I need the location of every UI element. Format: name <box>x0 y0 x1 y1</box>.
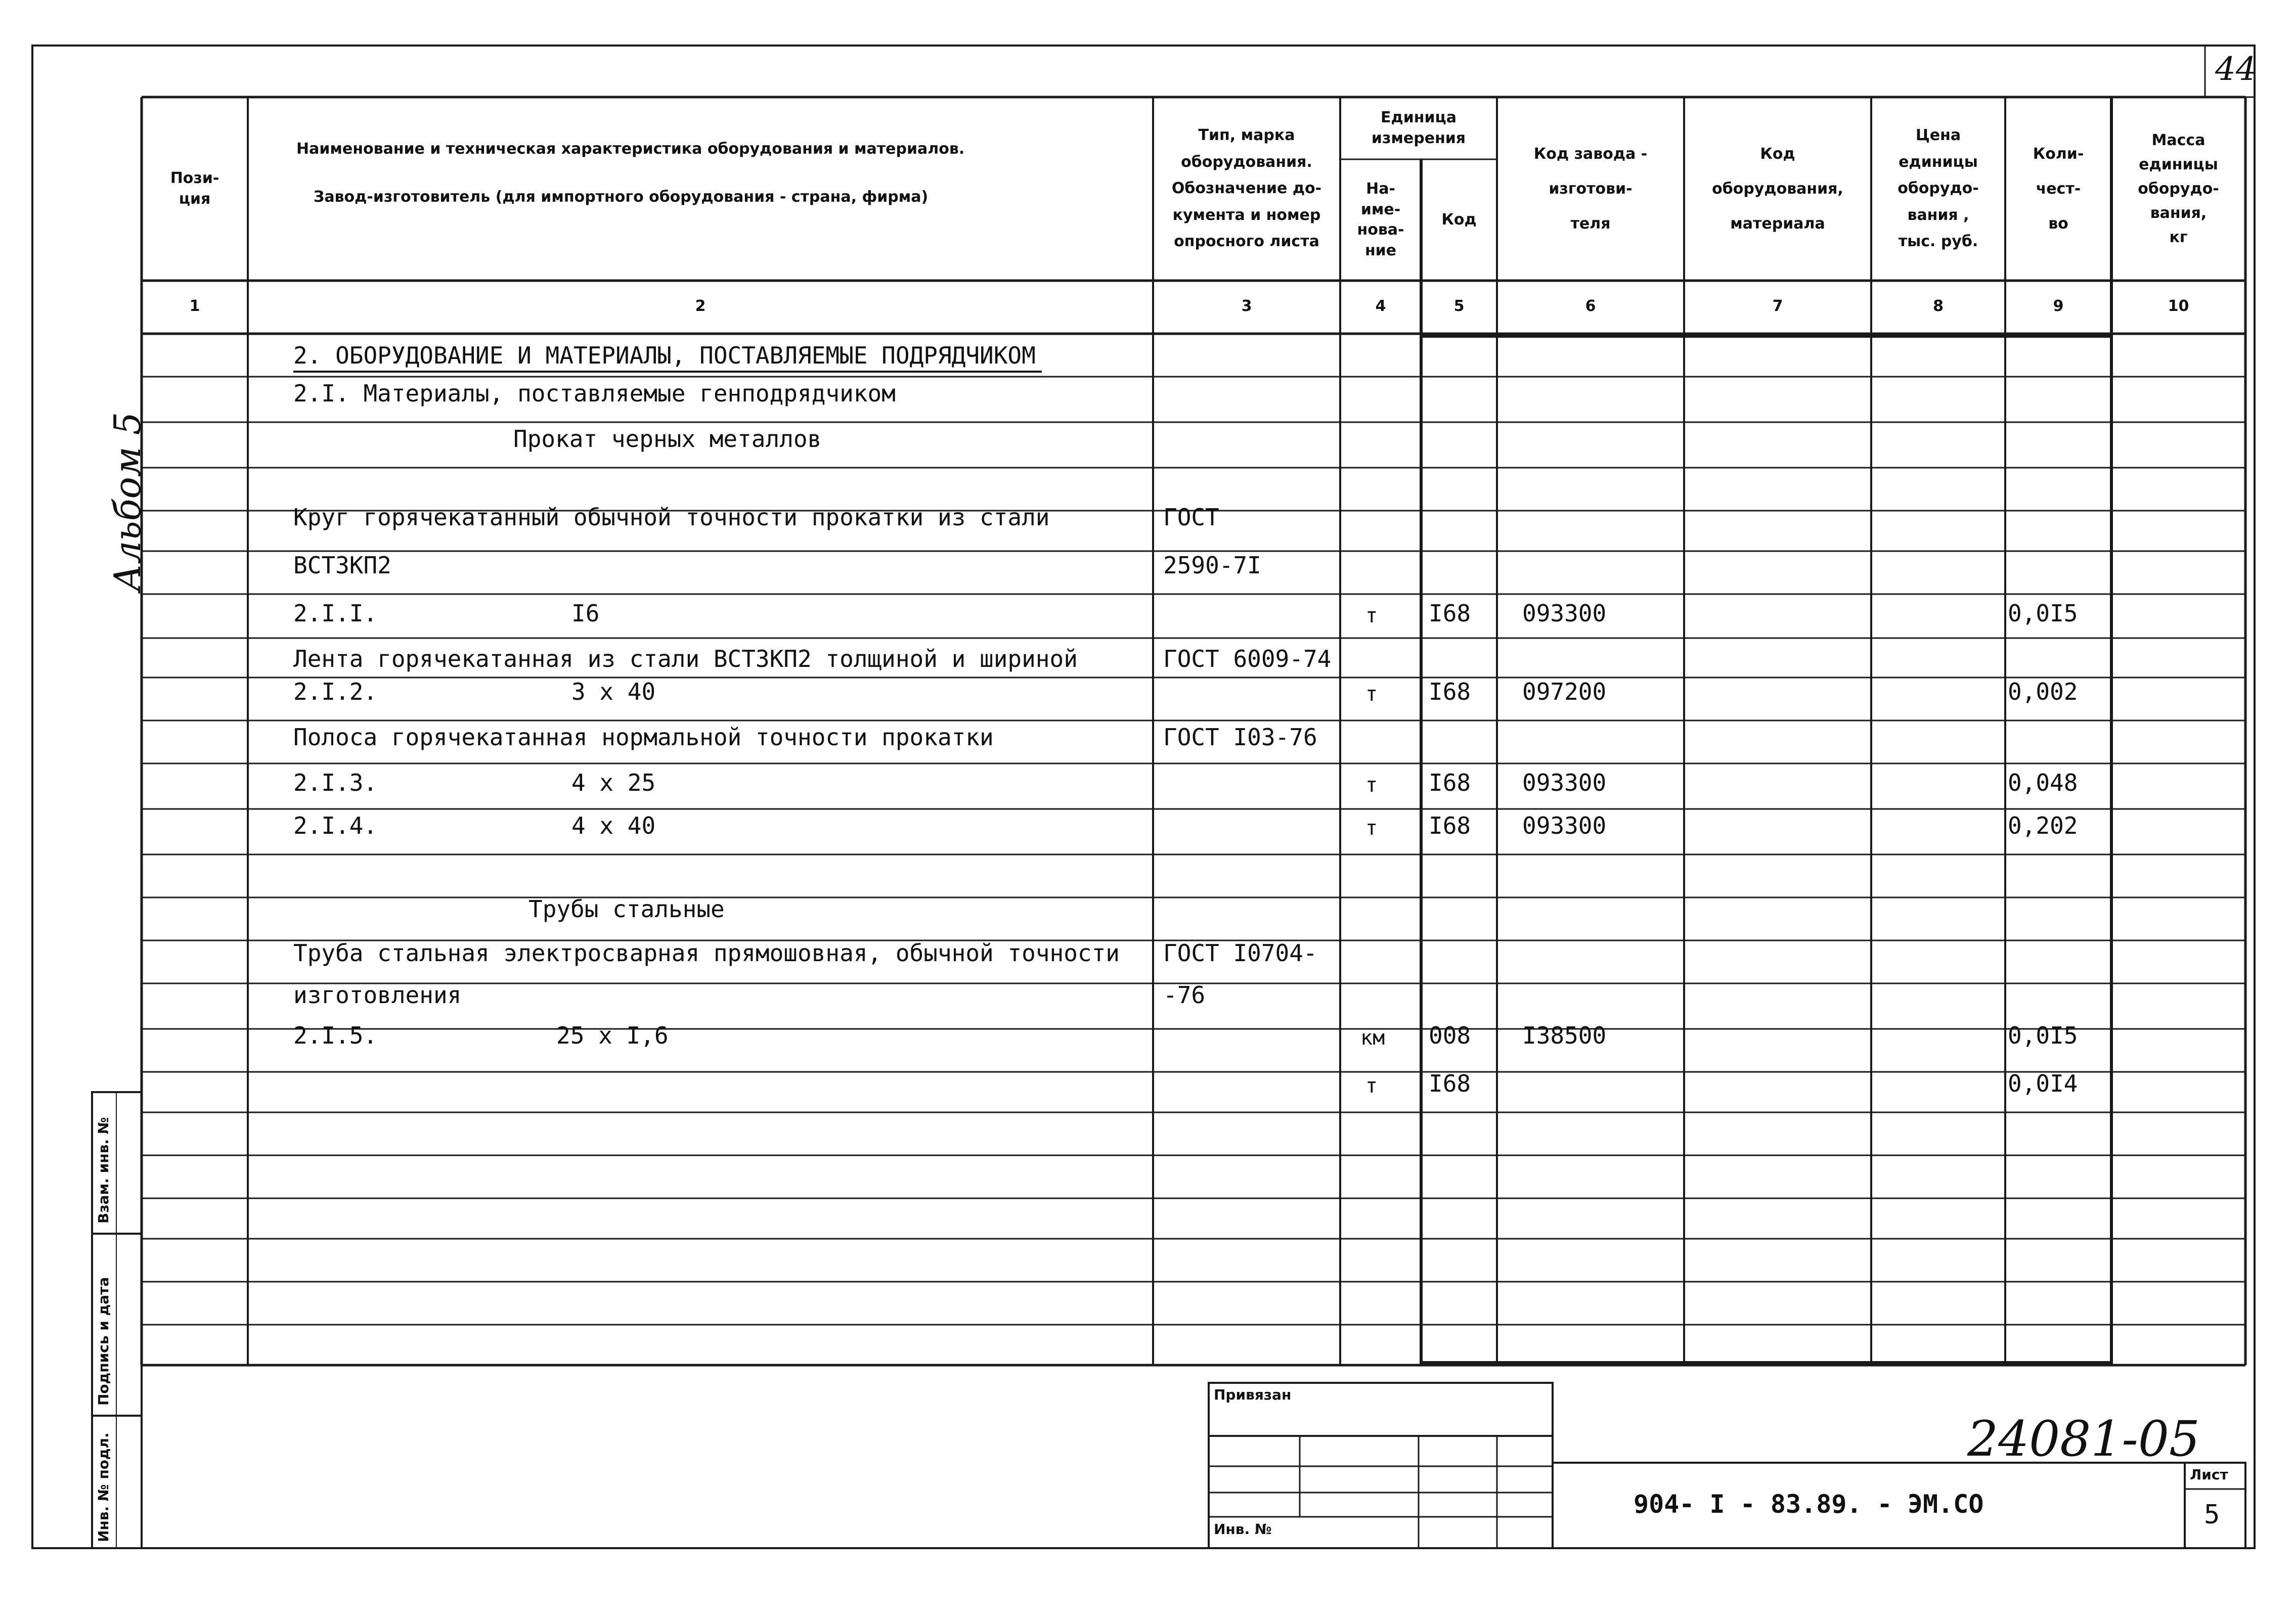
header-position: Пози- ция <box>170 169 219 208</box>
row-unit-name: т <box>1365 1074 1378 1098</box>
row-name: Труба стальная электросварная прямошовная, обычной точности <box>293 939 1120 967</box>
side-stamp-sign-date: Подпись и дата <box>95 1277 112 1406</box>
row-document: 2590-7I <box>1163 552 1261 579</box>
row-position: 2.I.I. <box>293 600 378 627</box>
row-unit-code: I68 <box>1429 812 1471 839</box>
row-name: ВСТ3КП2 <box>293 552 391 579</box>
header-material-code: Код оборудования, материала <box>1712 145 1843 233</box>
row-quantity: 0,0I5 <box>2008 1022 2078 1049</box>
title-inv-no-label: Инв. № <box>1214 1521 1272 1538</box>
side-stamp-inv-orig: Инв. № подл. <box>95 1432 112 1542</box>
row-name: Трубы стальные <box>528 895 725 923</box>
column-number: 5 <box>1453 297 1465 315</box>
row-position: 2.I.5. <box>293 1022 378 1049</box>
row-name: изготовления <box>293 981 462 1009</box>
column-number: 10 <box>2168 297 2189 315</box>
column-number: 3 <box>1241 297 1252 315</box>
header-unit-code: Код <box>1441 210 1477 229</box>
row-name: Круг горячекатанный обычной точности прокатки из стали <box>293 504 1050 531</box>
column-number: 6 <box>1585 297 1596 315</box>
row-name: Прокат черных металлов <box>513 425 822 453</box>
row-unit-code: I68 <box>1429 600 1471 627</box>
row-unit-code: I68 <box>1429 1070 1471 1097</box>
row-quantity: 0,202 <box>2008 812 2078 839</box>
row-size: 25 x I,6 <box>556 1022 669 1049</box>
archive-number-handwritten: 24081-05 <box>1967 1411 2200 1467</box>
sheet-label: Лист <box>2190 1466 2228 1483</box>
row-factory-code: 093300 <box>1522 812 1607 839</box>
row-unit-code: I68 <box>1429 678 1471 705</box>
row-name: 2. ОБОРУДОВАНИЕ И МАТЕРИАЛЫ, ПОСТАВЛЯЕМЫЕ ПОДРЯДЧИКОМ <box>293 342 1036 369</box>
header-unit-group: Единица измерения <box>1371 109 1466 147</box>
album-label: Альбом 5 <box>106 412 149 592</box>
row-document: ГОСТ I0704- <box>1163 939 1317 967</box>
row-factory-code: 093300 <box>1522 600 1607 627</box>
header-unit-name: На- име- нова- ние <box>1357 180 1404 259</box>
page-number-handwritten: 44 <box>2215 51 2257 88</box>
document-code: 904- I - 83.89. - ЭМ.СО <box>1634 1490 1984 1519</box>
row-position: 2.I.4. <box>293 812 378 839</box>
column-number: 9 <box>2053 297 2064 315</box>
row-quantity: 0,002 <box>2008 678 2078 705</box>
row-position: 2.I.2. <box>293 678 378 705</box>
row-unit-name: т <box>1365 774 1378 797</box>
row-position: 2.I.3. <box>293 769 378 796</box>
column-number: 7 <box>1772 297 1783 315</box>
column-number: 8 <box>1933 297 1944 315</box>
column-number: 2 <box>695 297 706 315</box>
column-number: 1 <box>189 297 200 315</box>
header-type-doc: Тип, марка оборудования. Обозначение до- кумента и номер опросного листа <box>1171 126 1322 251</box>
row-name: Лента горячекатанная из стали ВСТ3КП2 толщиной и шириной <box>293 645 1078 672</box>
row-name: 2.I. Материалы, поставляемые генподрядчиком <box>293 380 896 407</box>
row-name: Полоса горячекатанная нормальной точности прокатки <box>293 724 994 751</box>
row-document: -76 <box>1163 981 1206 1009</box>
row-document: ГОСТ <box>1163 504 1219 531</box>
row-size: 4 x 25 <box>571 769 656 796</box>
row-unit-name: т <box>1365 683 1378 706</box>
row-quantity: 0,0I4 <box>2008 1070 2078 1097</box>
header-factory-code: Код завода - изготови- теля <box>1533 145 1648 233</box>
column-number: 4 <box>1375 297 1386 315</box>
row-size: 3 x 40 <box>571 678 656 705</box>
row-document: ГОСТ 6009-74 <box>1163 645 1332 672</box>
header-name-line1: Наименование и техническая характеристика оборудования и материалов. <box>296 140 965 158</box>
row-factory-code: 097200 <box>1522 678 1607 705</box>
row-quantity: 0,048 <box>2008 769 2078 796</box>
row-unit-name: т <box>1365 604 1378 627</box>
row-size: I6 <box>571 600 600 627</box>
header-quantity: Коли- чест- во <box>2033 145 2084 233</box>
header-unit-price: Цена единицы оборудо- вания , тыс. руб. <box>1898 126 1979 251</box>
header-name-line2: Завод-изготовитель (для импортного оборудования - страна, фирма) <box>314 188 929 206</box>
header-unit-mass: Масса единицы оборудо- вания, кг <box>2138 131 2219 246</box>
row-factory-code: 093300 <box>1522 769 1607 796</box>
row-unit-code: 008 <box>1429 1022 1471 1049</box>
row-unit-name: км <box>1360 1026 1385 1050</box>
sheet-number: 5 <box>2204 1500 2220 1530</box>
row-unit-code: I68 <box>1429 769 1471 796</box>
row-factory-code: I38500 <box>1522 1022 1607 1049</box>
row-unit-name: т <box>1365 817 1378 840</box>
title-linked-label: Привязан <box>1214 1386 1292 1403</box>
row-document: ГОСТ I03-76 <box>1163 724 1317 751</box>
row-quantity: 0,0I5 <box>2008 600 2078 627</box>
side-stamp-replaces-inv: Взам. инв. № <box>95 1117 112 1224</box>
row-size: 4 x 40 <box>571 812 656 839</box>
